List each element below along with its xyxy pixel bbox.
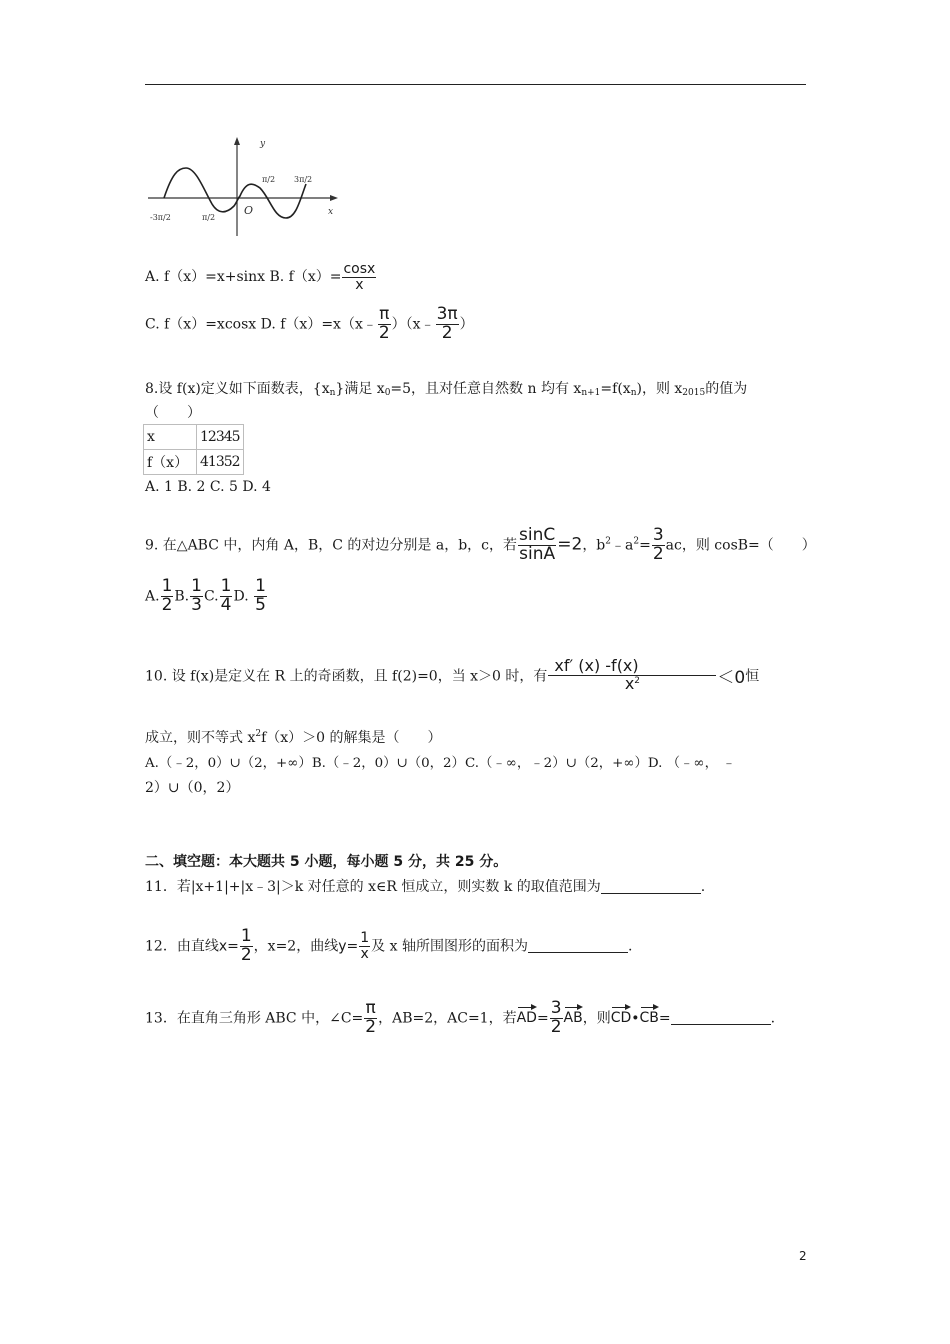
fraction-denominator (548, 673, 716, 693)
fraction-denominator: 3 (191, 594, 202, 615)
page-number: 2 (799, 1249, 807, 1263)
q9-text-a: 9. 在△ABC 中，内角 A，B，C 的对边分别是 a，b，c，若 (145, 537, 518, 554)
tick-label-pi-2: π/2 (262, 175, 276, 184)
q12-answer-blank[interactable] (528, 938, 628, 953)
q7-option-d-fraction-1 (378, 306, 391, 343)
q10-line2-sup: 2 (255, 729, 262, 739)
vector-cb: CB (640, 1004, 659, 1026)
axis-label-y: y (260, 139, 266, 149)
q12-fraction-1-2 (240, 928, 253, 965)
fraction-numerator: 1 (255, 576, 266, 596)
q8-text-e: )，则 x (636, 381, 683, 397)
q8-answer-paren: （ ） (145, 405, 201, 421)
q9-sup-a: 2 (605, 536, 612, 547)
fraction-numerator: 3 (550, 998, 562, 1018)
q12-text-c: 及 x 轴所围图形的面积为 (371, 938, 528, 955)
axis-label-x: x (328, 207, 334, 217)
table-row (144, 425, 244, 450)
q8-sub-n1: n+1 (581, 388, 601, 398)
q9-fraction-3-2 (652, 527, 665, 564)
fraction-denominator: 2 (240, 944, 252, 965)
q10-line2-a: 成立，则不等式 x (145, 730, 256, 746)
q9-fraction-sin (518, 527, 556, 564)
fraction-numerator: 1 (191, 576, 202, 596)
q10-text-a: 10. 设 f(x)是定义在 R 上的奇函数，且 f(2)=0，当 x＞0 时，有 (145, 668, 548, 685)
section-heading: 二、填空题：本大题共 5 小题，每小题 5 分，共 25 分。 (145, 854, 508, 870)
q9-text-c: ﹣a (611, 537, 634, 554)
q8-sub-2015: 2015 (682, 388, 706, 398)
q13-text-b: ，AB=2，AC=1，若 (378, 1010, 517, 1027)
fraction-denominator: x (355, 276, 364, 293)
q7-option-d-end: ） (459, 316, 474, 333)
q12-x-eq: x= (218, 938, 239, 955)
q9-eq: =2 (557, 534, 583, 555)
table-cell-values: 41352 (197, 450, 244, 475)
q9-option-b: B. (174, 588, 190, 605)
q10-lt0: ＜0 (717, 667, 746, 688)
fraction-den-x: x (624, 673, 635, 693)
q13-text-a: 13．在直角三角形 ABC 中，∠C= (145, 1010, 364, 1027)
fraction-numerator: 3 (652, 525, 664, 545)
q9-stem (145, 527, 816, 564)
q9-text-d: = (639, 537, 651, 554)
table-cell-values: 12345 (197, 425, 244, 450)
q8-stem (145, 378, 747, 398)
vector-cd: CD (611, 1004, 632, 1026)
q10-fraction (548, 658, 716, 693)
q13-text-c: ，则 (582, 1010, 611, 1027)
q12-fraction-1-x (359, 931, 370, 961)
fraction-denominator: 5 (255, 594, 266, 615)
q9-option-c-fraction (220, 578, 233, 615)
q13-stem (145, 1000, 775, 1037)
fraction-den-sup: 2 (634, 675, 641, 686)
fraction-numerator: sinC (519, 525, 556, 545)
q9-option-d-fraction (254, 578, 267, 615)
q10-line2-b: f（x）＞0 的解集是（ ） (261, 730, 442, 746)
vector-ad: AD (517, 1004, 537, 1026)
q12-stem (145, 928, 632, 965)
table-cell-label: x (144, 425, 197, 450)
vector-ab: AB (564, 1004, 583, 1026)
q7-options-cd (145, 306, 474, 343)
q8-text-c: =5，且对任意自然数 n 均有 x (390, 381, 582, 397)
q8-text-b: }满足 x (335, 381, 385, 397)
y-axis-arrow (234, 137, 240, 145)
q9-option-a: A. (145, 588, 160, 605)
origin-label: O (244, 204, 254, 217)
q9-options (145, 578, 268, 615)
q9-option-c: C. (203, 588, 219, 605)
q8-text-d: =f(x (600, 381, 631, 397)
tick-label-neg-3pi-2: -3π/2 (150, 213, 171, 222)
q7-option-d-fraction-2 (436, 306, 459, 343)
q8-sub-n2: n (630, 388, 637, 398)
q13-eq2: = (658, 1010, 671, 1027)
q13-dot: • (631, 1010, 640, 1027)
q8-options: A. 1 B. 2 C. 5 D. 4 (145, 479, 271, 495)
q11-end: . (700, 879, 706, 895)
q13-fraction-pi-2 (364, 1000, 377, 1037)
q9-text-e: ac，则 cosB=（ ） (665, 537, 816, 554)
fraction-denominator: 2 (652, 543, 664, 564)
header-rule (145, 84, 806, 85)
q9-option-d: D. (233, 588, 249, 605)
x-axis-arrow (330, 195, 338, 201)
q13-answer-blank[interactable] (671, 1010, 771, 1025)
q12-text-b: ，x=2，曲线 (253, 938, 339, 955)
fraction-denominator: 2 (441, 322, 453, 343)
function-curve (164, 168, 306, 218)
q11-stem (145, 876, 705, 896)
q8-sub-n: n (329, 388, 336, 398)
fraction-numerator: 1 (220, 576, 232, 596)
q8-sub-0: 0 (384, 388, 391, 398)
q13-fraction-3-2 (550, 1000, 563, 1037)
q12-y-eq: y= (338, 938, 359, 955)
table-row (144, 450, 244, 475)
q10-options-line2: 2）∪（0，2） (145, 780, 240, 796)
q11-answer-blank[interactable] (601, 879, 701, 894)
fraction-denominator: 2 (378, 322, 390, 343)
q7-option-d-mid: ）（x﹣ (391, 316, 435, 333)
q12-end: . (627, 938, 633, 955)
fraction-numerator: 3π (436, 304, 458, 324)
fraction-numerator: π (379, 304, 390, 324)
fraction-numerator: cosx (343, 261, 376, 277)
q7-options-ab (145, 262, 377, 292)
fraction-numerator: 1 (161, 576, 173, 596)
q9-text-b: ，b (582, 537, 606, 554)
q8-text-f: 的值为 (705, 381, 748, 397)
q10-line2 (145, 727, 442, 747)
tick-label-neg-pi-2: π/2 (202, 213, 216, 222)
q7-option-b-fraction (342, 262, 376, 292)
q11-text: 11．若|x+1|+|x﹣3|＞k 对任意的 x∈R 恒成立，则实数 k 的取值范围为 (145, 879, 601, 895)
q10-options-line1: A.（﹣2，0）∪（2，+∞）B.（﹣2，0）∪（0，2）C.（﹣∞，﹣2）∪（2，+∞）D. （﹣∞， ﹣ (145, 756, 736, 771)
fraction-denominator: 2 (161, 594, 173, 615)
q9-option-a-fraction (161, 578, 174, 615)
q7-option-a-text: A. f（x）=x+sinx B. f（x）= (145, 269, 342, 286)
fraction-numerator: 1 (360, 930, 370, 947)
fraction-denominator: 4 (220, 594, 232, 615)
q10-text-b: 恒 (745, 668, 760, 685)
fraction-denominator: 2 (550, 1016, 562, 1037)
q8-value-table (143, 424, 244, 475)
q9-option-b-fraction (190, 578, 203, 615)
q13-end: . (770, 1010, 776, 1027)
function-graph (144, 132, 344, 240)
q10-stem (145, 658, 759, 693)
q9-sup-b: 2 (633, 536, 640, 547)
q7-option-c-text: C. f（x）=xcosx D. f（x）=x（x﹣ (145, 316, 377, 333)
fraction-numerator: xf′ (x) -f(x) (548, 658, 716, 676)
table-cell-label: f（x） (144, 450, 197, 475)
q8-text-a: 8.设 f(x)定义如下面数表，{x (145, 381, 330, 397)
fraction-numerator: π (365, 998, 376, 1018)
tick-label-3pi-2: 3π/2 (294, 175, 313, 184)
fraction-denominator: x (360, 945, 369, 962)
fraction-numerator: 1 (240, 926, 252, 946)
q12-text-a: 12．由直线 (145, 938, 219, 955)
fraction-denominator: 2 (365, 1016, 377, 1037)
q13-eq: = (536, 1010, 549, 1027)
fraction-denominator: sinA (519, 543, 556, 564)
